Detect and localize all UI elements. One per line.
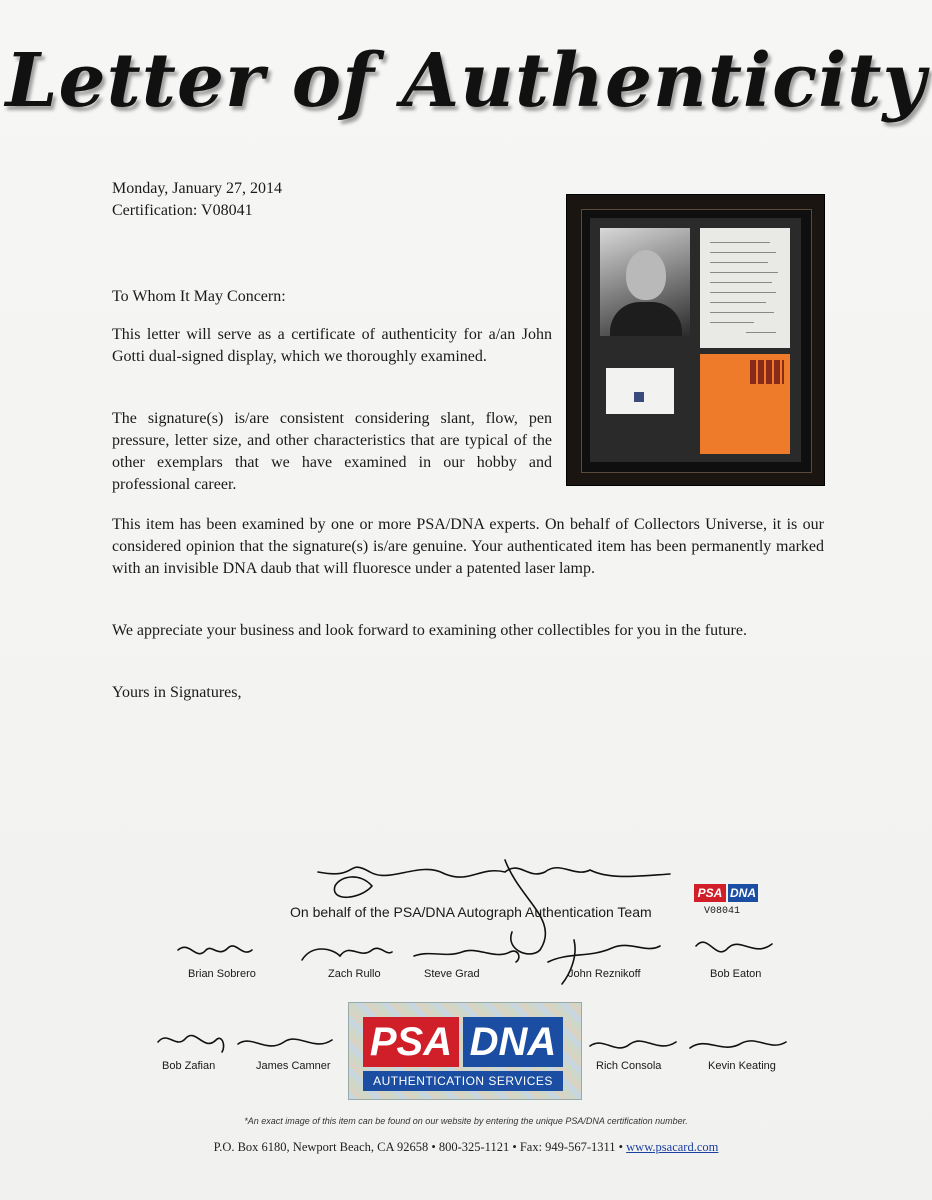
letter-date: Monday, January 27, 2014 (112, 180, 283, 197)
signature-bob-zafian (158, 1035, 224, 1052)
letter-line (710, 242, 770, 243)
badge-dna: DNA (730, 886, 756, 900)
header-meta (112, 178, 282, 222)
letter-line (710, 272, 778, 273)
postage-stamps (750, 360, 784, 384)
footnote: *An exact image of this item can be found on our website by entering the unique PSA/DNA certification number. (244, 1116, 688, 1126)
letter-line (710, 312, 774, 313)
letter-line (710, 302, 766, 303)
letter-line (710, 292, 776, 293)
letter-line (710, 282, 772, 283)
signature-steve-grad (414, 950, 519, 962)
psa-dna-badge (694, 884, 762, 902)
letter-line (710, 322, 754, 323)
info-card (606, 368, 674, 414)
signature-james-camner (238, 1039, 332, 1046)
authenticator-name: Zach Rullo (328, 968, 381, 980)
authenticator-name: Kevin Keating (708, 1060, 776, 1072)
display-mat (590, 218, 801, 462)
frame-inner (581, 209, 812, 473)
certification-number: Certification: V08041 (112, 202, 253, 219)
team-line: On behalf of the PSA/DNA Autograph Authentication Team (290, 904, 652, 920)
orange-envelope (700, 354, 790, 454)
paragraph-1: This letter will serve as a certificate of authenticity for a/an John Gotti dual-signed display, which we thoroughly examined. (112, 326, 552, 365)
signature-zach-rullo (302, 948, 392, 960)
authenticator-name: Steve Grad (424, 968, 480, 980)
portrait-face (626, 250, 666, 300)
badge-cert-number: V08041 (704, 906, 741, 917)
authenticator-name: Bob Zafian (162, 1060, 216, 1072)
framed-display-image (567, 195, 824, 485)
card-emblem-icon (634, 392, 644, 402)
signature-kevin-keating (690, 1041, 786, 1048)
lead-signature (318, 867, 670, 877)
authenticator-name: Rich Consola (596, 1060, 662, 1072)
closing: Yours in Signatures, (112, 684, 242, 701)
logo-dna: DNA (463, 1017, 563, 1067)
logo-psa: PSA (363, 1017, 459, 1067)
signature-bob-eaton (696, 942, 772, 952)
portrait-photo (600, 228, 690, 336)
website-link[interactable]: www.psacard.com (626, 1140, 719, 1154)
paragraph-3: This item has been examined by one or more PSA/DNA experts. On behalf of Collectors Universe, it is our considered opinion that the signature(s) is/are genuine. Your authenticated item has been permanently marked with an invisible DNA daub that will fluoresce under a patented laser lamp. (112, 516, 824, 577)
letter-line (746, 332, 776, 333)
address-text: P.O. Box 6180, Newport Beach, CA 92658 • 800-325-1121 • Fax: 949-567-1311 • (213, 1140, 624, 1154)
portrait-suit (610, 302, 682, 336)
letter-line (710, 262, 768, 263)
address-line (0, 1140, 932, 1155)
logo-subtitle: AUTHENTICATION SERVICES (363, 1071, 563, 1091)
signature-brian-sobrero (178, 946, 252, 954)
badge-psa: PSA (694, 884, 726, 902)
handwritten-letter (700, 228, 790, 348)
authenticator-name: James Camner (256, 1060, 331, 1072)
salutation: To Whom It May Concern: (112, 288, 286, 305)
letter-line (710, 252, 776, 253)
paragraph-4: We appreciate your business and look forward to examining other collectibles for you in the future. (112, 622, 747, 639)
authenticator-name: Bob Eaton (710, 968, 762, 980)
letter-title: Letter of Authenticity (5, 38, 927, 124)
authenticator-name: John Reznikoff (568, 968, 641, 980)
paragraph-2: The signature(s) is/are consistent considering slant, flow, pen pressure, letter size, and other characteristics that are typical of the other exemplars that we have examined in our hobby and professional career. (112, 410, 552, 493)
psa-dna-logo (348, 1002, 582, 1100)
authenticator-name: Brian Sobrero (188, 968, 256, 980)
signature-rich-consola (590, 1041, 676, 1048)
